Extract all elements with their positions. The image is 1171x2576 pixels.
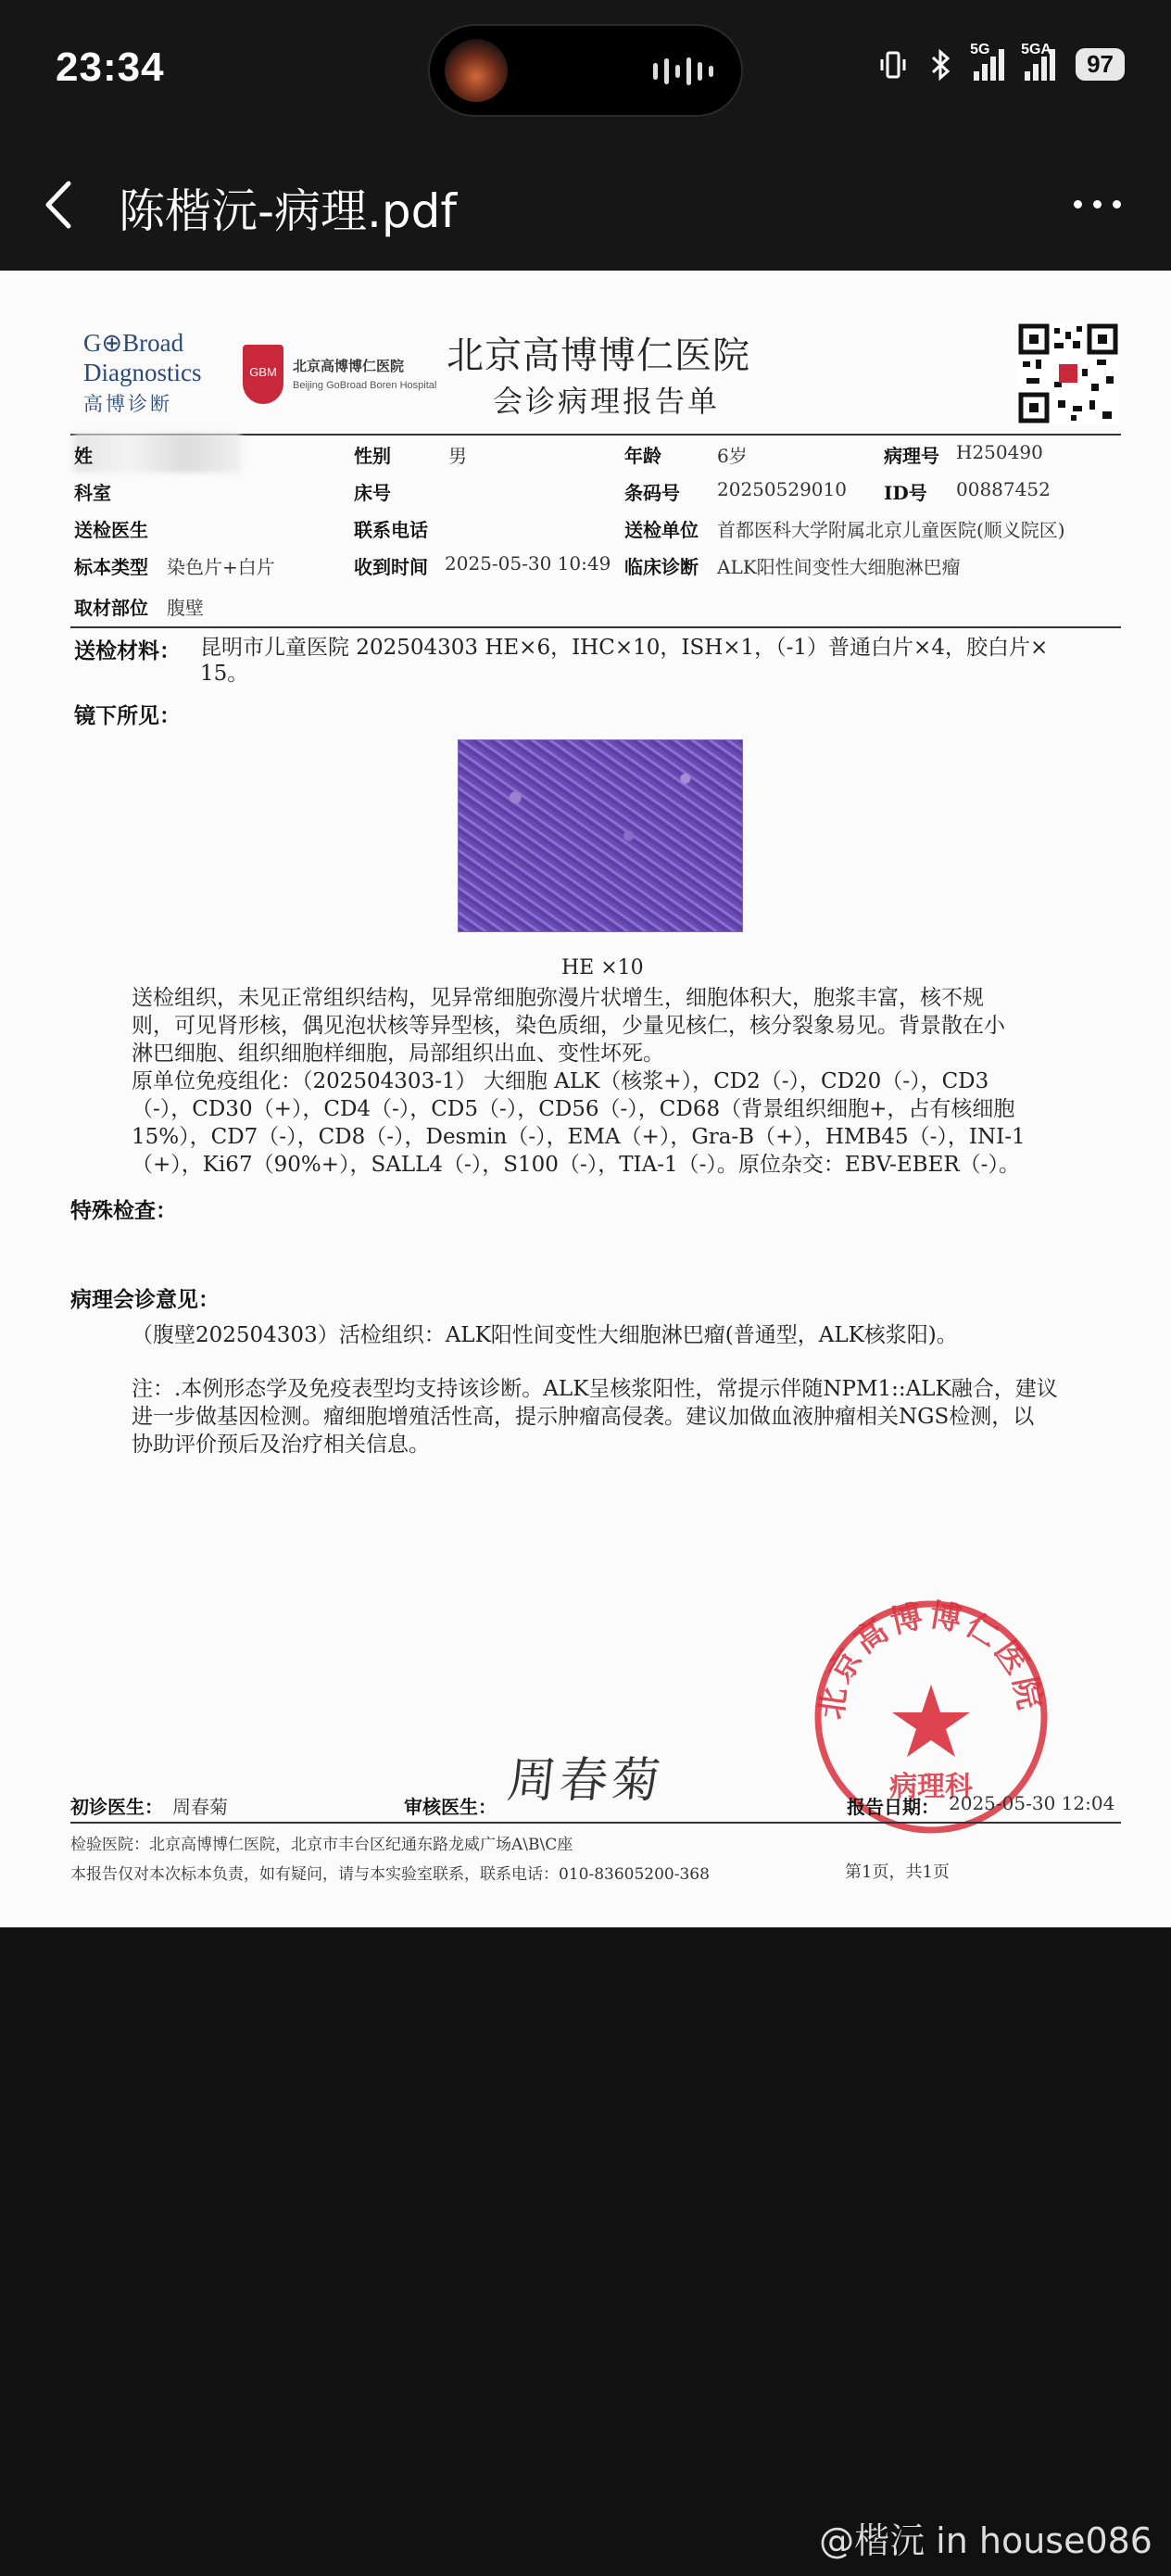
- received-value: 2025-05-30 10:49: [445, 552, 611, 575]
- unit-value: 首都医科大学附属北京儿童医院(顺义院区): [717, 519, 1065, 541]
- footer-disclaimer: 本报告仅对本次标本负责，如有疑问，请与本实验室联系，联系电话：010-83605200-368: [70, 1865, 710, 1884]
- report-date-value: 2025-05-30 12:04: [949, 1792, 1115, 1814]
- phone-label: 联系电话: [354, 519, 428, 541]
- logo-chinese: 高博诊断: [83, 393, 172, 415]
- bed-label: 床号: [354, 482, 391, 504]
- gbm-shield-icon: GBM: [243, 345, 283, 404]
- hospital-name: 北京高博博仁医院: [447, 335, 750, 377]
- battery-icon: 97: [1076, 48, 1125, 81]
- document-title: 陈楷沅-病理.pdf: [119, 184, 458, 238]
- image-caption: HE ×10: [561, 956, 644, 979]
- opinion-text: （腹壁202504303）活检组织：ALK阳性间变性大细胞淋巴瘤(普通型，ALK核浆阳)。: [132, 1323, 958, 1347]
- age-label: 年龄: [624, 445, 661, 467]
- footer-address: 检验医院：北京高博博仁医院，北京市丰台区纪通东路龙威广场A\B\C座: [70, 1836, 573, 1854]
- album-art-icon: [445, 39, 508, 102]
- footer-divider: [70, 1822, 1121, 1824]
- micro-text-3: 淋巴细胞、组织细胞样细胞，局部组织出血、变性坏死。: [132, 1042, 664, 1066]
- id-value: 00887452: [956, 478, 1051, 500]
- gbm-name-en: Beijing GoBroad Boren Hospital: [293, 380, 437, 391]
- clinical-value: ALK阳性间变性大细胞淋巴瘤: [717, 556, 961, 578]
- audio-wave-icon: [653, 57, 713, 85]
- doctor-label: 送检医生: [74, 519, 148, 541]
- app-top-bar: [0, 139, 1171, 271]
- clock: 23:34: [56, 44, 165, 90]
- ihc-line-1: 原单位免疫组化：（202504303-1） 大细胞 ALK（核浆+），CD2（-），CD20（-），CD3: [132, 1069, 989, 1093]
- stamp-sub: 病理科: [889, 1771, 973, 1803]
- logo-line-2: Diagnostics: [83, 359, 202, 386]
- clinical-label: 临床诊断: [624, 556, 699, 578]
- micro-text-2: 则，可见肾形核，偶见泡状核等异型核，染色质细，少量见核仁，核分裂象易见。背景散在小: [132, 1014, 1005, 1038]
- barcode-label: 条码号: [624, 482, 680, 504]
- signal-icon: [1021, 41, 1055, 81]
- signal-2-label: 5GA: [1021, 41, 1051, 57]
- unit-label: 送检单位: [624, 519, 699, 541]
- info-divider: [70, 626, 1121, 628]
- name-label: 姓: [74, 445, 93, 467]
- sample-type-value: 染色片+白片: [167, 556, 275, 578]
- logo-line-1: G⊕Broad: [83, 329, 184, 357]
- note-line-2: 进一步做基因检测。瘤细胞增殖活性高，提示肿瘤高侵袭。建议加做血液肿瘤相关NGS检测，以: [132, 1405, 1035, 1429]
- gender-label: 性别: [354, 445, 391, 467]
- note-line-3: 协助评价预后及治疗相关信息。: [132, 1433, 430, 1457]
- special-exam-label: 特殊检查：: [70, 1198, 177, 1223]
- ihc-line-4: （+），Ki67（90%+），SALL4（-），S100（-），TIA-1（-）。原位杂交：EBV-EBER（-）。: [132, 1153, 1020, 1177]
- report-title: 会诊病理报告单: [493, 384, 721, 419]
- first-doctor-value: 周春菊: [172, 1796, 228, 1818]
- age-value: 6岁: [717, 445, 748, 467]
- gobroad-logo: [83, 328, 202, 387]
- id-label: ID号: [884, 482, 927, 504]
- histology-image: [458, 739, 743, 932]
- dynamic-island[interactable]: [428, 24, 743, 117]
- ihc-line-3: 15%），CD7（-），CD8（-），Desmin（-），EMA（+），Gra-B（+），HMB45（-），INI-1: [132, 1125, 1026, 1149]
- sample-type-label: 标本类型: [74, 556, 148, 578]
- reviewer-signature: 周春菊: [504, 1753, 667, 1809]
- first-doctor-label: 初诊医生：: [70, 1796, 163, 1818]
- vibrate-icon: [877, 49, 909, 81]
- material-line-1: 昆明市儿童医院 202504303 HE×6，IHC×10，ISH×1，（-1）普通白片×4，胶白片×: [200, 636, 1049, 660]
- page-info: 第1页，共1页: [845, 1863, 950, 1882]
- qr-code-icon: [1017, 322, 1119, 424]
- status-icons: [877, 41, 1125, 81]
- stamp-text: 北京高博博仁医院: [812, 1597, 1050, 1722]
- more-horizontal-icon[interactable]: [1060, 185, 1134, 222]
- bluetooth-icon: [929, 49, 953, 81]
- site-label: 取材部位: [74, 597, 148, 619]
- chevron-left-icon[interactable]: [35, 172, 91, 237]
- signal-1-label: 5G: [970, 41, 990, 57]
- report-date-label: 报告日期：: [847, 1796, 939, 1818]
- path-no-value: H250490: [956, 441, 1043, 463]
- material-line-2: 15。: [200, 662, 249, 686]
- material-label: 送检材料：: [74, 638, 181, 663]
- dept-label: 科室: [74, 482, 111, 504]
- review-doctor-label: 审核医生：: [404, 1796, 497, 1818]
- site-value: 腹壁: [167, 597, 204, 619]
- signal-icon: [970, 41, 1004, 81]
- gender-value: 男: [448, 445, 467, 467]
- microscopy-label: 镜下所见：: [74, 703, 181, 728]
- gbm-name-cn: 北京高博博仁医院: [293, 358, 405, 374]
- pdf-page[interactable]: [0, 271, 1171, 1927]
- path-no-label: 病理号: [884, 445, 939, 467]
- received-label: 收到时间: [354, 556, 428, 578]
- redacted-name: [74, 434, 241, 473]
- watermark: @楷沅 in house086: [819, 2520, 1152, 2561]
- micro-text-1: 送检组织，未见正常组织结构，见异常细胞弥漫片状增生，细胞体积大，胞浆丰富，核不规: [132, 986, 984, 1010]
- ihc-line-2: （-），CD30（+），CD4（-），CD5（-），CD56（-），CD68（背景组织细胞+，占有核细胞: [132, 1097, 1015, 1121]
- opinion-label: 病理会诊意见：: [70, 1287, 220, 1312]
- status-bar: [0, 0, 1171, 139]
- note-line-1: 注：.本例形态学及免疫表型均支持该诊断。ALK呈核浆阳性，常提示伴随NPM1::ALK融合，建议: [132, 1377, 1058, 1401]
- barcode-value: 20250529010: [717, 478, 847, 500]
